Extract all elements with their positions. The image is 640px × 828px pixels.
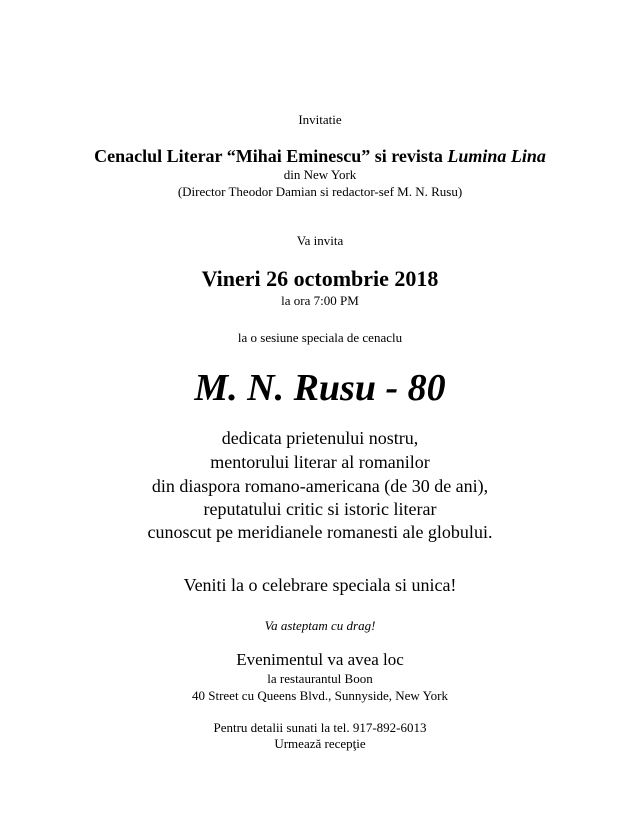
dedication-line-5: cunoscut pe meridianele romanesti ale globului. bbox=[147, 522, 493, 542]
dedication-line-1: dedicata prietenului nostru, bbox=[221, 428, 419, 448]
location-city: din New York bbox=[283, 167, 357, 182]
dedication-line-4: reputatului critic si istoric literar bbox=[203, 499, 437, 519]
venue-intro: Evenimentul va avea loc bbox=[236, 650, 404, 669]
directors-line: (Director Theodor Damian si redactor-sef M. N. Rusu) bbox=[177, 184, 463, 199]
dedication-line-3: din diaspora romano-americana (de 30 de ani), bbox=[151, 476, 489, 496]
dedication-line-2: mentorului literar al romanilor bbox=[210, 452, 430, 472]
organizer-heading bbox=[0, 146, 640, 167]
welcome-line: Va asteptam cu drag! bbox=[264, 618, 376, 633]
session-line: la o sesiune speciala de cenaclu bbox=[237, 330, 403, 345]
honoree-title: M. N. Rusu - 80 bbox=[194, 367, 446, 409]
organizer-name: Cenaclul Literar “Mihai Eminescu” si revista bbox=[94, 146, 448, 166]
event-date: Vineri 26 octombrie 2018 bbox=[201, 266, 439, 291]
venue-address: 40 Street cu Queens Blvd., Sunnyside, New York bbox=[191, 688, 448, 703]
invitation-label: Invitatie bbox=[298, 112, 342, 127]
venue-name: la restaurantul Boon bbox=[267, 671, 373, 686]
event-time: la ora 7:00 PM bbox=[281, 293, 359, 308]
celebration-call: Veniti la o celebrare speciala si unica! bbox=[183, 575, 457, 595]
invites-line: Va invita bbox=[296, 233, 344, 248]
magazine-name: Lumina Lina bbox=[447, 146, 546, 166]
reception-line: Urmează recepţie bbox=[274, 736, 366, 751]
contact-line: Pentru detalii sunati la tel. 917-892-6013 bbox=[213, 720, 427, 735]
